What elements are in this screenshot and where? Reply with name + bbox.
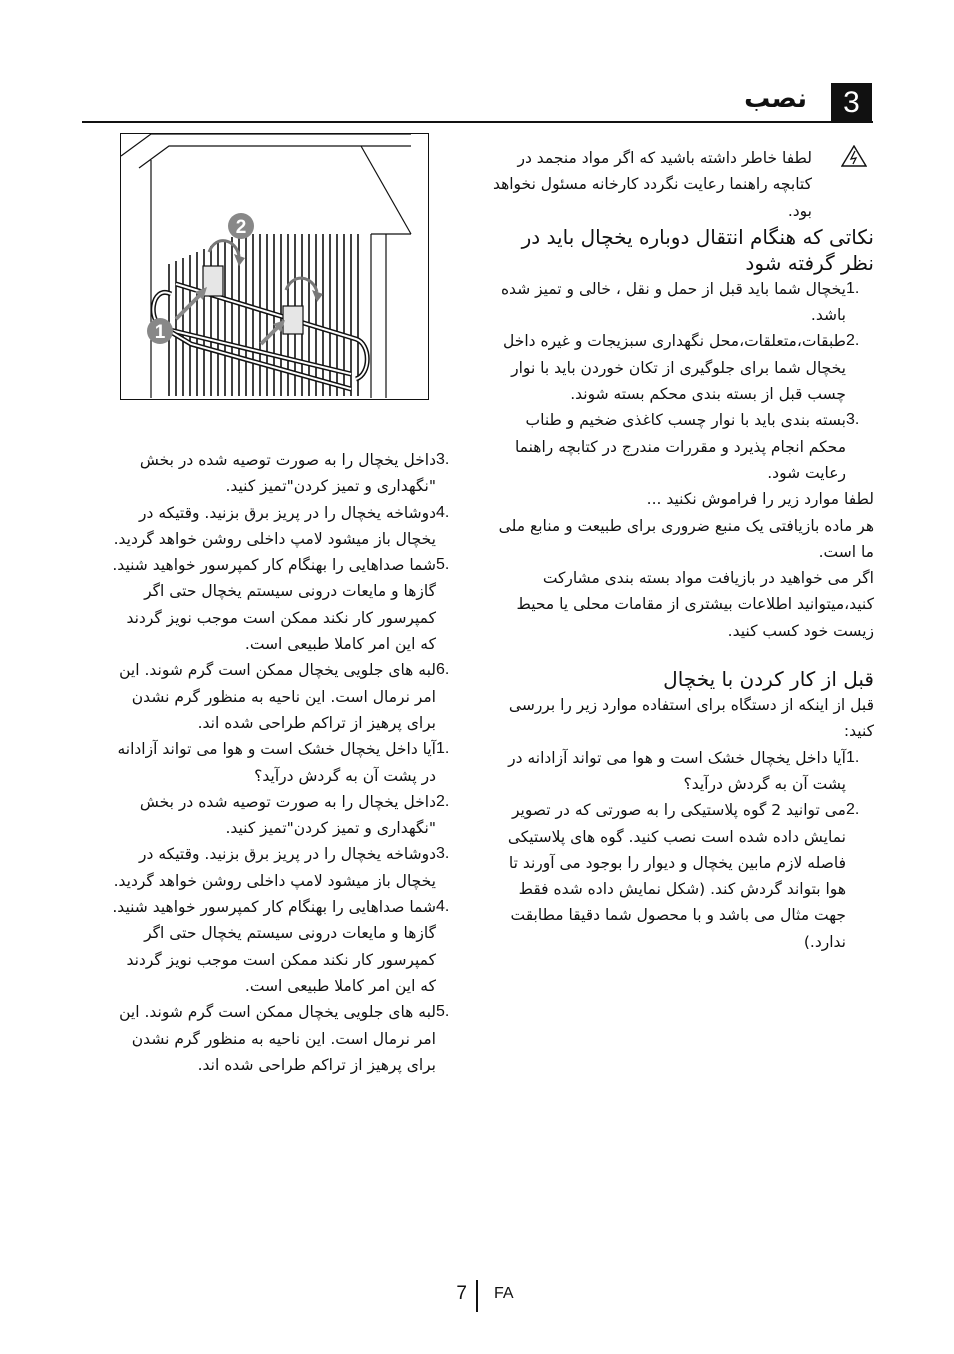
list-item-number: 5.	[436, 556, 450, 574]
section-title: نصب	[744, 84, 807, 114]
transport-list	[490, 276, 874, 486]
recycle-note-2: هر ماده بازیافتی یک منبع ضروری برای طبیعت و منابع ملی ما است.	[498, 516, 874, 561]
list-item-text: طبقات،متعلقات،محل نگهداری سبزیجات و غیره داخل یخچال شما برای جلوگیری از تکان خوردن باید با نوار چسب قبل از بسته بندی محکم بسته شوند.	[503, 332, 846, 404]
list-item	[112, 500, 464, 553]
list-item-number: 2.	[436, 792, 450, 810]
list-item-number: 2.	[846, 801, 860, 819]
list-item-text: می توانید 2 گوه پلاستیکی را به صورتی که در تصویر نمایش داده شده است نصب کنید. گوه های پلاستیکی فاصله لازم مابین یخچال و دیوار را بوجود می آورند تا هوا بتواند گردش کند. (شکل نمایش داده شده فقط جهت مثال می باشد و با محصول شما دقیقا مطابقت ندارد.)	[507, 801, 846, 951]
before-use-intro: قبل از اینکه از دستگاه برای استفاده موارد زیر را بررسی کنید:	[508, 696, 874, 741]
right-column	[490, 145, 874, 955]
list-item	[112, 999, 464, 1078]
list-item-text: دوشاخه یخچال را در پریز برق بزنید. وقتیکه در یخچال باز میشود لامپ داخلی روشن خواهد گردید.	[113, 845, 436, 890]
warning-text: لطفا خاطر داشته باشید که اگر مواد منجمد در کتابچه راهنما رعایت نگردد کارخانه مسئول نخواهد بود.	[492, 149, 812, 220]
list-item-number: 5.	[436, 1003, 450, 1021]
list-item-text: شما صداهایی را بهنگام کار کمپرسور خواهید شنید. گازها و مایعات درونی سیستم یخچال حتی اگر کمپرسور کار نکند ممکن است موجب نویز گردند که این امر کاملا طبیعی است.	[112, 556, 436, 654]
chapter-number-badge: 3	[831, 83, 872, 123]
left-column	[112, 447, 464, 1078]
list-item-text: آیا داخل یخچال خشک است و هوا می تواند آزادانه در پشت آن به گردش درآید؟	[117, 740, 436, 785]
callout-label-2: 2	[235, 217, 247, 238]
list-item-number: 3.	[846, 411, 860, 429]
list-item-number: 3.	[436, 451, 450, 468]
list-item-text: شما صداهایی را بهنگام کار کمپرسور خواهید شنید. گازها و مایعات درونی سیستم یخچال حتی اگر کمپرسور کار نکند ممکن است موجب نویز گردند که این امر کاملا طبیعی است.	[112, 898, 436, 995]
list-item	[490, 407, 874, 486]
list-item-number: 1.	[846, 748, 860, 766]
list-item	[112, 552, 464, 657]
list-item-text: داخل یخچال را به صورت توصیه شده در بخش "نگهداری و تمیز کردن"تمیز کنید.	[139, 451, 436, 496]
fridge-back-illustration	[121, 134, 427, 398]
before-use-heading: قبل از کار کردن با یخچال	[663, 667, 874, 692]
list-item-number: 3.	[436, 845, 450, 863]
list-item	[112, 789, 464, 842]
list-item	[112, 894, 464, 999]
list-item-text: آیا داخل یخچال خشک است و هوا می تواند آزادانه در پشت آن به گردش درآید؟	[508, 748, 846, 793]
header-divider	[82, 121, 873, 123]
recycle-note-1: لطفا موارد زیر را فراموش نکنید ...	[646, 490, 874, 509]
list-item	[112, 447, 464, 500]
footer-divider	[476, 1280, 478, 1312]
language-code: FA	[494, 1285, 514, 1302]
recycle-note-3: اگر می خواهید در بازیافت مواد بسته بندی مشارکت کنید،میتوانید اطلاعات بیشتری از مقامات محلی یا محیط زیست خود کسب کنید.	[516, 569, 874, 640]
list-item	[112, 657, 464, 736]
list-item-number: 4.	[436, 503, 450, 521]
before-use-list	[490, 745, 874, 955]
list-item-text: دوشاخه یخچال را در پریز برق بزنید. وقتیکه در یخچال باز میشود لامپ داخلی روشن خواهد گردید.	[113, 503, 436, 548]
list-item-text: لبه های جلویی یخچال ممکن است گرم شوند. این امر نرمال است. این ناحیه به منظور گرم نشدن برای پرهیز از تراکم طراحی شده اند.	[119, 661, 436, 732]
list-item-number: 1.	[846, 279, 860, 297]
warning-block	[490, 145, 874, 224]
list-item-text: یخچال شما باید قبل از حمل و نقل ، خالی و تمیز شده باشد.	[500, 279, 846, 325]
page-number: 7	[456, 1283, 467, 1304]
list-item-text: داخل یخچال را به صورت توصیه شده در بخش "نگهداری و تمیز کردن"تمیز کنید.	[139, 792, 436, 838]
list-item-text: بسته بندی باید با نوار چسب کاغذی ضخیم و طناب محکم انجام پذیرد و مقررات مندرج در کتابچه راهنما رعایت شود.	[514, 411, 846, 482]
list-item-text: لبه های جلویی یخچال ممکن است گرم شوند. این امر نرمال است. این ناحیه به منظور گرم نشدن برای پرهیز از تراکم طراحی شده اند.	[119, 1003, 436, 1074]
list-item-number: 1.	[436, 740, 450, 758]
list-item-number: 6.	[436, 661, 450, 679]
list-item-number: 2.	[846, 332, 860, 350]
list-item	[490, 276, 874, 329]
list-item	[490, 745, 874, 798]
list-item	[490, 328, 874, 407]
list-item	[490, 797, 874, 955]
list-item	[112, 841, 464, 894]
spacer-installation-figure	[120, 133, 429, 400]
transport-heading: نکاتی که هنگام انتقال دوباره یخچال باید در نظر گرفته شود	[521, 224, 874, 275]
callout-label-1: 1	[154, 322, 166, 343]
list-item	[112, 736, 464, 789]
list-item-number: 4.	[436, 898, 450, 916]
electric-warning-icon	[834, 145, 874, 224]
